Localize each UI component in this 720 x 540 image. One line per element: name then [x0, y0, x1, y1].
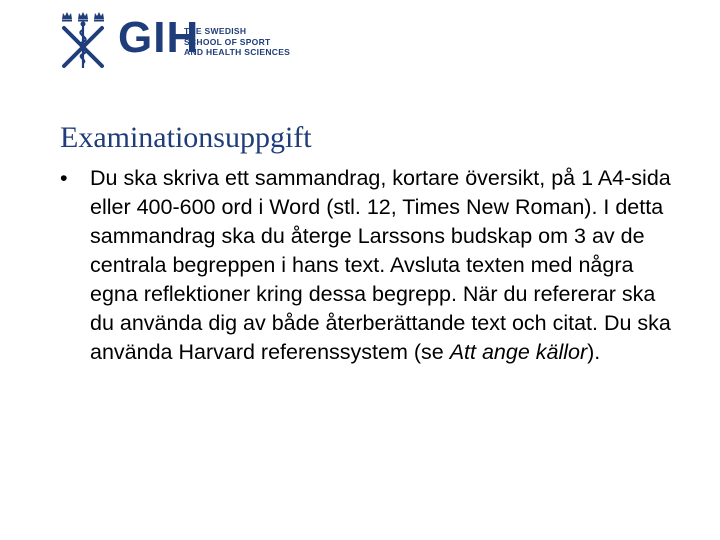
bullet-text	[90, 164, 680, 367]
bullet-text-end: ).	[587, 340, 601, 364]
tagline-line: THE SWEDISH	[184, 26, 247, 36]
gih-crest-icon	[52, 8, 114, 70]
tagline-line: SCHOOL OF SPORT	[184, 36, 271, 47]
bullet-text-main: Du ska skriva ett sammandrag, kortare översikt, på 1 A4-sida eller 400-600 ord i Word (stl. 12, Times New Roman). I detta sammandrag ska du återge Larssons budskap om 3 av de centrala begreppen i hans text. Avsluta texten med några egna reflektioner kring dessa begrepp. När du refererar ska du använda dig av både återberättande text och citat. Du ska använda Harvard referenssystem (se	[90, 166, 671, 364]
logo	[52, 8, 292, 70]
bullet-list	[60, 164, 680, 367]
slide-title: Examinationsuppgift	[60, 121, 312, 154]
wordmark: GIH	[118, 13, 200, 62]
bullet-icon: •	[60, 166, 68, 190]
source-reference: Att ange källor	[449, 340, 588, 364]
bullet-item	[60, 164, 680, 367]
tagline-line: AND HEALTH SCIENCES	[184, 47, 291, 57]
tagline	[184, 26, 290, 58]
slide-content	[60, 164, 680, 367]
